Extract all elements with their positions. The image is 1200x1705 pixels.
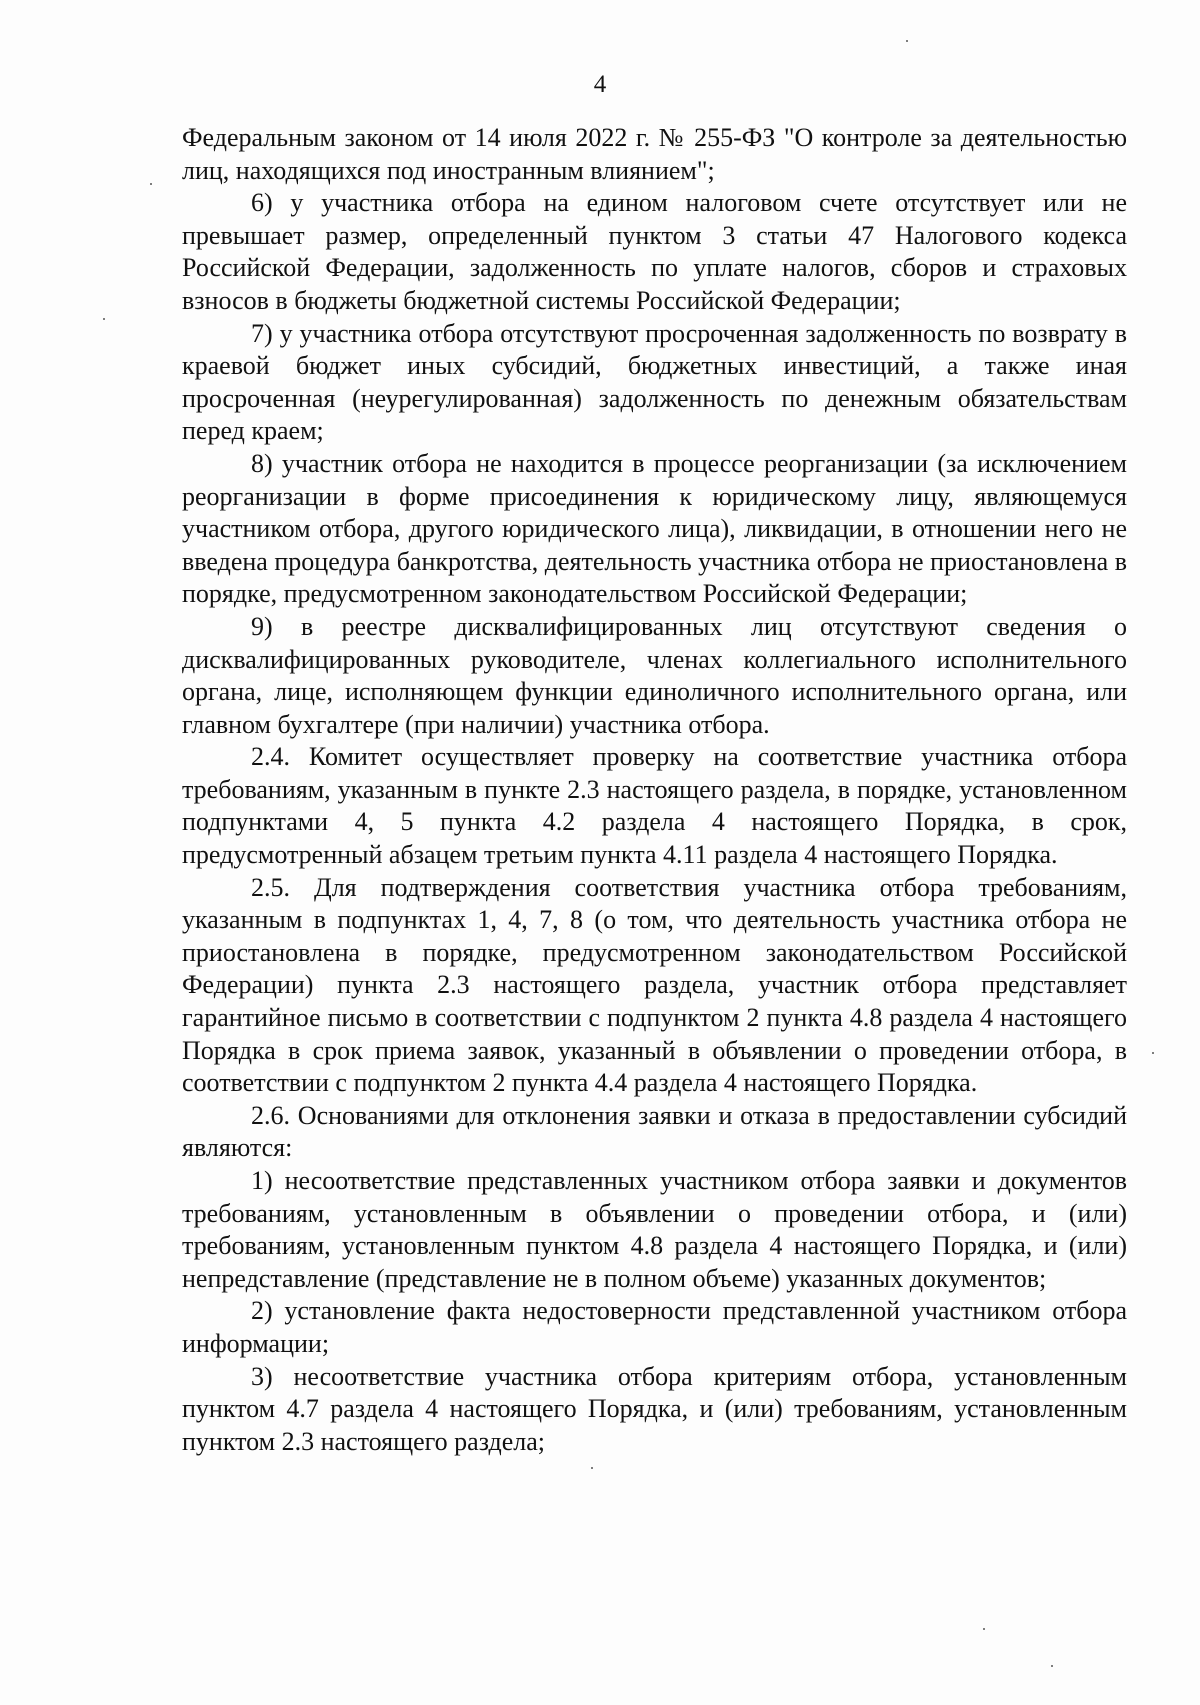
paragraph-2-5: 2.5. Для подтверждения соответствия участника отбора требованиям, указанным в подпунктах 1, 4, 7, 8 (о том, что деятельность участника отбора не приостановлена в порядке, предусмотренном законодательством Российской Федерации) пункта 2.3 настоящего раздела, участник отбора представляет гарантийное письмо в соответствии с подпунктом 2 пункта 4.8 раздела 4 настоящего Порядка в срок приема заявок, указанный в объявлении о проведении отбора, в соответствии с подпунктом 2 пункта 4.4 раздела 4 настоящего Порядка.: [182, 872, 1127, 1098]
paragraph-2-6-item-1: 1) несоответствие представленных участником отбора заявки и документов требованиям, установленным в объявлении о проведении отбора, и (или) требованиям, установленным пунктом 4.8 раздела 4 настоящего Порядка, и (или) непредставление (представление не в полном объеме) указанных документов;: [182, 1166, 1127, 1293]
scan-speck: [103, 318, 105, 320]
paragraph-2-6: 2.6. Основаниями для отклонения заявки и отказа в предоставлении субсидий являются:: [182, 1100, 1127, 1163]
scan-speck: [1051, 1665, 1053, 1667]
paragraph-item-9: 9) в реестре дисквалифицированных лиц отсутствуют сведения о дисквалифицированных руководителе, членах коллегиального исполнительного органа, лице, исполняющем функции единоличного исполнительного органа, или главном бухгалтере (при наличии) участника отбора.: [182, 611, 1127, 739]
scan-speck: [1152, 1052, 1154, 1054]
scan-speck: [906, 40, 908, 42]
paragraph-continuation: Федеральным законом от 14 июля 2022 г. № 255-ФЗ "О контроле за деятельностью лиц, находящихся под иностранным влиянием";: [182, 123, 1127, 185]
paragraph-item-8: 8) участник отбора не находится в процессе реорганизации (за исключением реорганизации в форме присоединения к юридическому лицу, являющемуся участником отбора, другого юридического лица), ликвидации, в отношении него не введена процедура банкротства, деятельность участника отбора не приостановлена в порядке, предусмотренном законодательством Российской Федерации;: [182, 448, 1127, 609]
scan-speck: [591, 1467, 593, 1469]
document-body: [182, 122, 1127, 1458]
paragraph-2-4: 2.4. Комитет осуществляет проверку на соответствие участника отбора требованиям, указанным в пункте 2.3 настоящего раздела, в порядке, установленном подпунктами 4, 5 пункта 4.2 раздела 4 настоящего Порядка, в срок, предусмотренный абзацем третьим пункта 4.11 раздела 4 настоящего Порядка.: [182, 742, 1127, 870]
scan-speck: [150, 183, 152, 185]
paragraph-item-6: 6) у участника отбора на едином налоговом счете отсутствует или не превышает размер, определенный пунктом 3 статьи 47 Налогового кодекса Российской Федерации, задолженность по уплате налогов, сборов и страховых взносов в бюджеты бюджетной системы Российской Федерации;: [182, 188, 1127, 315]
paragraph-2-6-item-2: 2) установление факта недостоверности представленной участником отбора информации;: [182, 1296, 1127, 1358]
paragraph-2-6-item-3: 3) несоответствие участника отбора критериям отбора, установленным пунктом 4.7 раздела 4 настоящего Порядка, и (или) требованиям, установленным пунктом 2.3 настоящего раздела;: [182, 1361, 1127, 1456]
scan-speck: [983, 1628, 985, 1630]
paragraph-item-7: 7) у участника отбора отсутствуют просроченная задолженность по возврату в краевой бюджет иных субсидий, бюджетных инвестиций, а также иная просроченная (неурегулированная) задолженность по денежным обязательствам перед краем;: [182, 318, 1127, 446]
page-number: 4: [593, 71, 607, 98]
